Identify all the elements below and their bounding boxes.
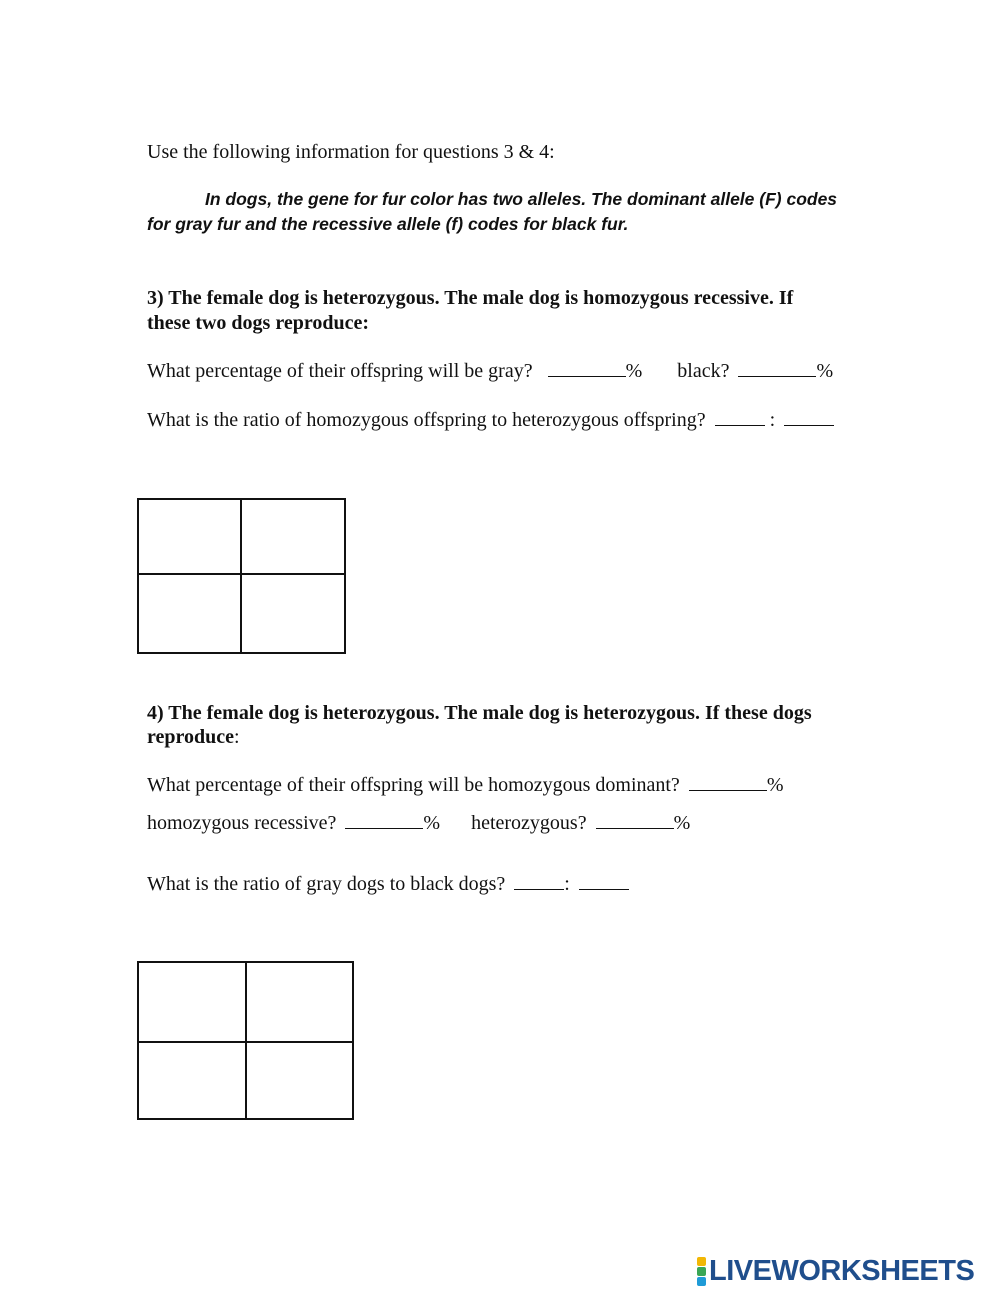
q3-ratio-row xyxy=(147,409,834,432)
q4-percent-row xyxy=(147,774,783,797)
q3-heading-line-1: 3) The female dog is heterozygous. The male dog is homozygous recessive. If xyxy=(147,287,794,309)
q3-black-unit: % xyxy=(816,360,834,382)
q4-ratio-question: What is the ratio of gray dogs to black dogs? xyxy=(147,873,506,895)
logo-mark-w xyxy=(697,1267,706,1276)
q4-rec-het-row xyxy=(147,812,690,835)
q3-percent-question: What percentage of their offspring will be gray? xyxy=(147,360,533,382)
q4-het-label: heterozygous? xyxy=(471,812,587,834)
q4-dom-unit: % xyxy=(766,774,784,796)
logo-mark-icon xyxy=(697,1257,706,1286)
q3-ratio-blank-2[interactable] xyxy=(784,409,834,426)
q4-ratio-sep: : xyxy=(564,873,570,895)
q3-black-label: black? xyxy=(677,360,730,382)
q4-heading-line-2: reproduce xyxy=(147,726,235,748)
q3-percent-row xyxy=(147,360,833,383)
q4-ratio-blank-1[interactable] xyxy=(514,873,564,890)
q3-gray-blank[interactable] xyxy=(548,360,626,377)
liveworksheets-logo xyxy=(697,1255,974,1287)
info-line-1: In dogs, the gene for fur color has two alleles. The dominant allele (F) codes xyxy=(205,189,838,209)
logo-mark-s xyxy=(697,1277,706,1286)
q3-heading-line-2: these two dogs reproduce: xyxy=(147,312,370,334)
q4-heading-line-1: 4) The female dog is heterozygous. The male dog is heterozygous. If these dogs xyxy=(147,702,812,724)
q3-ratio-question: What is the ratio of homozygous offspring to heterozygous offspring? xyxy=(147,409,706,431)
q3-punnett-square[interactable] xyxy=(137,498,346,654)
q4-ratio-row xyxy=(147,873,629,896)
q4-rec-blank[interactable] xyxy=(345,812,423,829)
q4-ratio-blank-2[interactable] xyxy=(579,873,629,890)
q4-het-unit: % xyxy=(673,812,691,834)
q4-het-blank[interactable] xyxy=(596,812,674,829)
q4-percent-question: What percentage of their offspring will be homozygous dominant? xyxy=(147,774,680,796)
q4-heading-colon: : xyxy=(234,726,240,748)
q4-rec-unit: % xyxy=(423,812,441,834)
q4-punnett-square[interactable] xyxy=(137,961,354,1120)
intro-text: Use the following information for questions 3 & 4: xyxy=(147,141,555,163)
q3-black-blank[interactable] xyxy=(738,360,816,377)
q4-rec-label: homozygous recessive? xyxy=(147,812,337,834)
logo-mark-l xyxy=(697,1257,706,1266)
q4-dom-blank[interactable] xyxy=(689,774,767,791)
q3-ratio-sep: : xyxy=(769,409,776,431)
logo-text: LIVEWORKSHEETS xyxy=(709,1255,975,1287)
q4-heading-line-2-row xyxy=(147,726,240,749)
info-line-2: for gray fur and the recessive allele (f) codes for black fur. xyxy=(147,214,629,234)
q3-gray-unit: % xyxy=(625,360,643,382)
q3-ratio-blank-1[interactable] xyxy=(715,409,765,426)
